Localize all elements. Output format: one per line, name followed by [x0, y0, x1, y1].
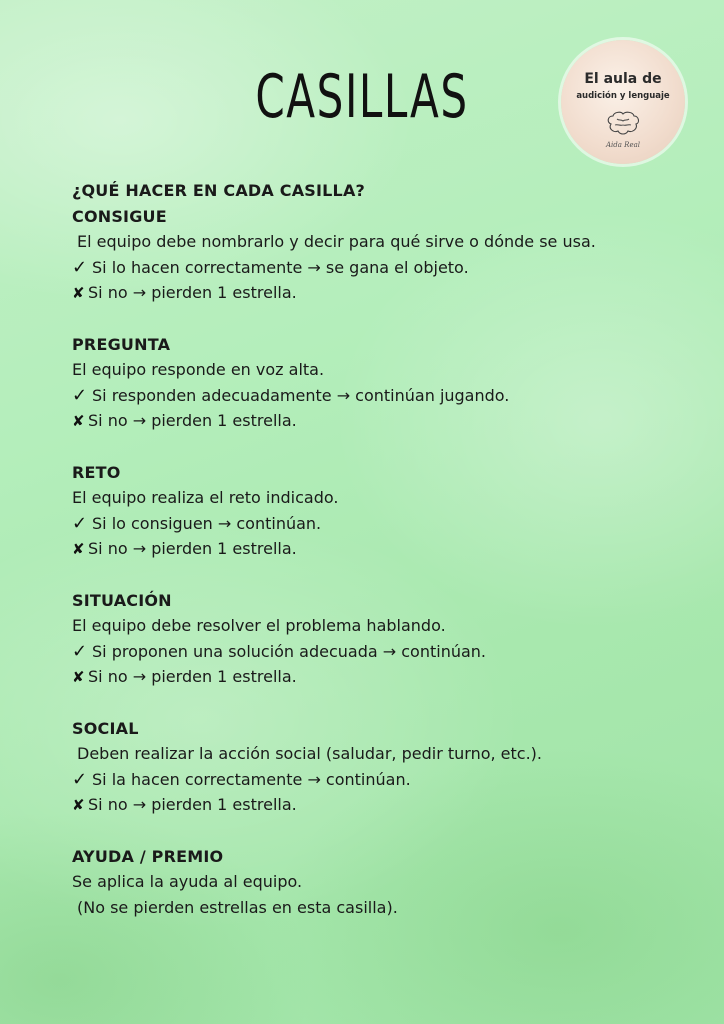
- section-heading: SOCIAL: [72, 718, 139, 738]
- section-heading: RETO: [72, 462, 121, 482]
- section-text: El equipo realiza el reto indicado.: [72, 488, 339, 507]
- success-line: [72, 255, 692, 281]
- failure-text: Si no → pierden 1 estrella.: [88, 539, 297, 558]
- failure-line: [72, 408, 692, 435]
- rules-content: [72, 178, 692, 945]
- success-line: [72, 767, 692, 793]
- check-icon: ✓: [72, 384, 88, 406]
- section-consigue: [72, 204, 692, 307]
- cross-icon: ✘: [72, 284, 85, 302]
- check-icon: ✓: [72, 768, 88, 790]
- section-heading: SITUACIÓN: [72, 590, 172, 610]
- logo-line-2: audición y lenguaje: [576, 91, 670, 101]
- success-text: Si lo consiguen → continúan.: [92, 513, 322, 533]
- section-text: El equipo debe resolver el problema hablando.: [72, 616, 446, 635]
- section-note: (No se pierden estrellas en esta casilla).: [77, 897, 398, 917]
- section-reto: [72, 460, 692, 563]
- cross-icon: ✘: [72, 412, 85, 430]
- check-icon: ✓: [72, 640, 88, 662]
- check-icon: ✓: [72, 512, 88, 534]
- section-text: El equipo debe nombrarlo y decir para qué sirve o dónde se usa.: [77, 232, 596, 251]
- cross-icon: ✘: [72, 668, 85, 686]
- section-social: [72, 716, 692, 819]
- section-text: Deben realizar la acción social (saludar, pedir turno, etc.).: [77, 744, 543, 763]
- failure-text: Si no → pierden 1 estrella.: [88, 667, 297, 686]
- check-icon: ✓: [72, 256, 88, 278]
- brain-icon: [605, 110, 641, 136]
- success-text: Si lo hacen correctamente → se gana el objeto.: [92, 257, 469, 277]
- brand-logo: [561, 40, 685, 164]
- intro-heading: ¿QUÉ HACER EN CADA CASILLA?: [72, 181, 366, 200]
- section-heading: AYUDA / PREMIO: [72, 846, 224, 866]
- failure-line: [72, 280, 692, 307]
- section-text: Se aplica la ayuda al equipo.: [72, 872, 303, 891]
- success-text: Si proponen una solución adecuada → continúan.: [92, 641, 486, 661]
- success-line: [72, 511, 692, 537]
- success-line: [72, 383, 692, 409]
- failure-line: [72, 664, 692, 691]
- cross-icon: ✘: [72, 540, 85, 558]
- failure-text: Si no → pierden 1 estrella.: [88, 411, 297, 430]
- section-text: El equipo responde en voz alta.: [72, 360, 325, 379]
- section-situacion: [72, 588, 692, 691]
- success-line: [72, 639, 692, 665]
- failure-text: Si no → pierden 1 estrella.: [88, 283, 297, 302]
- logo-line-1: El aula de: [584, 71, 662, 87]
- section-heading: PREGUNTA: [72, 334, 171, 354]
- success-text: Si responden adecuadamente → continúan jugando.: [92, 385, 510, 405]
- page-title: CASILLAS: [255, 62, 469, 132]
- failure-line: [72, 536, 692, 563]
- cross-icon: ✘: [72, 796, 85, 814]
- success-text: Si la hacen correctamente → continúan.: [92, 769, 411, 789]
- section-heading: CONSIGUE: [72, 206, 167, 226]
- section-ayuda-premio: [72, 844, 692, 921]
- section-pregunta: [72, 332, 692, 435]
- failure-line: [72, 792, 692, 819]
- failure-text: Si no → pierden 1 estrella.: [88, 795, 297, 814]
- logo-signature: Aida Real: [606, 141, 640, 149]
